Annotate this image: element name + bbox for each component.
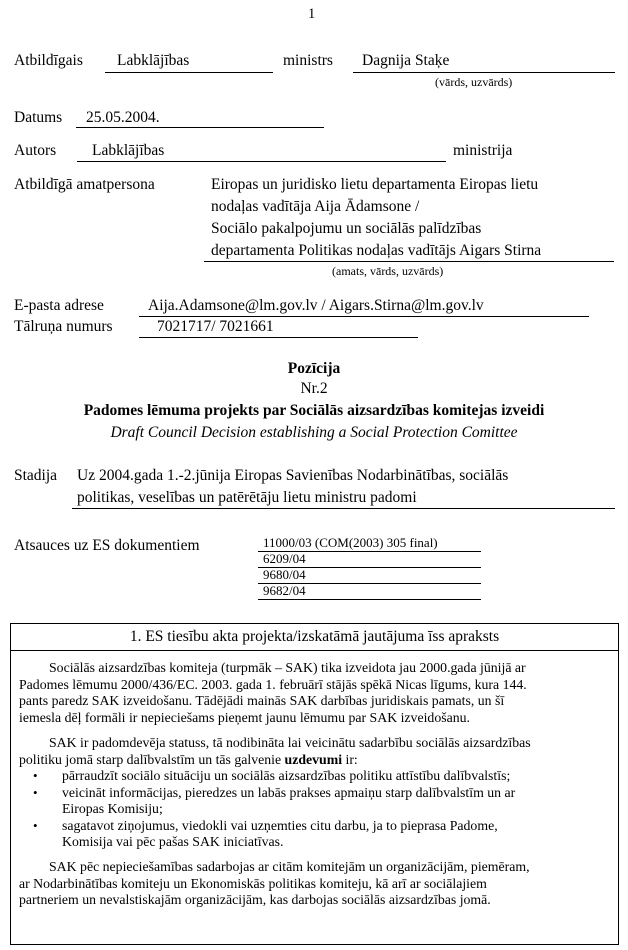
official-underline (204, 261, 614, 262)
section-1-box (10, 623, 619, 945)
phone-label: Tālruņa numurs (14, 318, 113, 335)
official-line-4: departamenta Politikas nodaļas vadītājs Aigars Stirna (211, 242, 542, 259)
section-1-divider (11, 650, 618, 651)
bullet-3-glyph: • (33, 817, 38, 833)
p2-line-2-end: ir: (342, 751, 358, 767)
stage-label: Stadija (14, 467, 58, 484)
author-value: Labklājības (92, 142, 165, 159)
position-title: Pozīcija (287, 360, 341, 377)
responsible-ministry: Labklājības (117, 52, 190, 69)
p2-line-2 (19, 752, 608, 769)
minister-name-underline (353, 72, 615, 73)
official-caption: (amats, vārds, uzvārds) (332, 264, 444, 278)
official-label: Atbildīgā amatpersona (14, 176, 155, 193)
reference-doc-4-underline (258, 599, 481, 600)
bullet-3-line-1: sagatavot ziņojumus, viedokli vai uzņemties citu darbu, ja to pieprasa Padome, (62, 817, 498, 833)
bullet-1-glyph: • (33, 768, 38, 783)
p1-line-2: Padomes lēmumu 2000/436/EC. 2003. gada 1. februārī stājās spēkā Nicas līgums, kura 144. (19, 676, 527, 692)
ministry-label: ministrija (453, 142, 513, 159)
p1-line-4: iemesla dēļ formāli ir nepieciešams pieņemt jaunu lēmumu par SAK izveidošanu. (19, 709, 470, 725)
minister-label: ministrs (283, 52, 333, 69)
section-1-header (11, 624, 618, 650)
position-subject-en: Draft Council Decision establishing a Social Protection Comittee (110, 424, 518, 441)
email-underline (139, 316, 589, 317)
bullet-3-line-2: Komisija vai pēc pašas SAK iniciatīvas. (62, 834, 284, 849)
date-label: Datums (14, 109, 63, 126)
date-underline (76, 127, 324, 128)
phone-underline (139, 337, 418, 338)
p2-line-2-text: politiku jomā starp dalībvalstīm un tās galvenie (19, 751, 285, 767)
email-label: E-pasta adrese (14, 297, 104, 314)
author-underline (77, 161, 446, 162)
reference-doc-2: 6209/04 (263, 551, 306, 566)
bullet-1-line-1: pārraudzīt sociālo situāciju un sociālās aizsardzības politiku attīstību dalībvalstīs; (62, 768, 511, 783)
page-number: 1 (308, 6, 316, 22)
official-line-2: nodaļas vadītāja Aija Ādamsone / (211, 198, 420, 215)
stage-underline (72, 508, 615, 509)
p3-line-1: SAK pēc nepieciešamības sadarbojas ar citām komitejām un organizācijām, piemēram, (49, 859, 530, 874)
responsible-label: Atbildīgais (14, 52, 83, 69)
p3-line-2: ar Nodarbinātības komiteju un Ekonomiskās politikas komiteju, kā arī ar sociālajiem (19, 875, 487, 891)
name-caption: (vārds, uzvārds) (435, 75, 513, 89)
bullet-2-line-2: Eiropas Komisiju; (62, 801, 163, 816)
p2-duties-bold: uzdevumi (284, 751, 343, 767)
p3-line-3: partneriem un nevalstiskajām organizācijām, kas darbojas sociālās aizsardzības jomā. (19, 892, 491, 907)
responsible-ministry-underline (105, 72, 273, 73)
email-value: Aija.Adamsone@lm.gov.lv / Aigars.Stirna@lm.gov.lv (148, 297, 484, 314)
bullet-2-glyph: • (33, 784, 38, 800)
reference-doc-3: 9680/04 (263, 567, 306, 582)
p2-line-1: SAK ir padomdevēja statuss, tā nodibināta lai veicinātu sadarbību sociālās aizsardzības (49, 735, 531, 750)
bullet-2-line-1: veicināt informācijas, pieredzes un labās prakses apmaiņu starp dalībvalstīm un ar (62, 784, 516, 800)
position-subject-lv: Padomes lēmuma projekts par Sociālās aizsardzības komitejas izveidi (83, 402, 545, 419)
stage-line-1: Uz 2004.gada 1.-2.jūnija Eiropas Savienības Nodarbinātības, sociālās (77, 467, 509, 484)
position-number: Nr.2 (300, 380, 328, 397)
references-label: Atsauces uz ES dokumentiem (14, 537, 200, 554)
minister-name: Dagnija Staķe (362, 52, 450, 69)
official-line-1: Eiropas un juridisko lietu departamenta Eiropas lietu (211, 176, 539, 193)
date-value: 25.05.2004. (86, 109, 160, 126)
official-line-3: Sociālo pakalpojumu un sociālās palīdzības (211, 220, 482, 237)
p1-line-3: pants paredz SAK izveidošanu. Tādējādi mainās SAK darbības juridiskais pamats, un šī (19, 693, 505, 708)
stage-line-2: politikas, veselības un patērētāju lietu ministru padomi (77, 489, 417, 506)
section-1-heading: 1. ES tiesību akta projekta/izskatāmā jautājuma īss apraksts (129, 628, 500, 645)
reference-doc-1: 11000/03 (COM(2003) 305 final) (263, 535, 438, 550)
phone-value: 7021717/ 7021661 (157, 318, 274, 335)
reference-doc-4: 9682/04 (263, 583, 306, 598)
p1-line-1: Sociālās aizsardzības komiteja (turpmāk – SAK) tika izveidota jau 2000.gada jūnijā ar (49, 660, 526, 675)
author-label: Autors (14, 142, 57, 159)
